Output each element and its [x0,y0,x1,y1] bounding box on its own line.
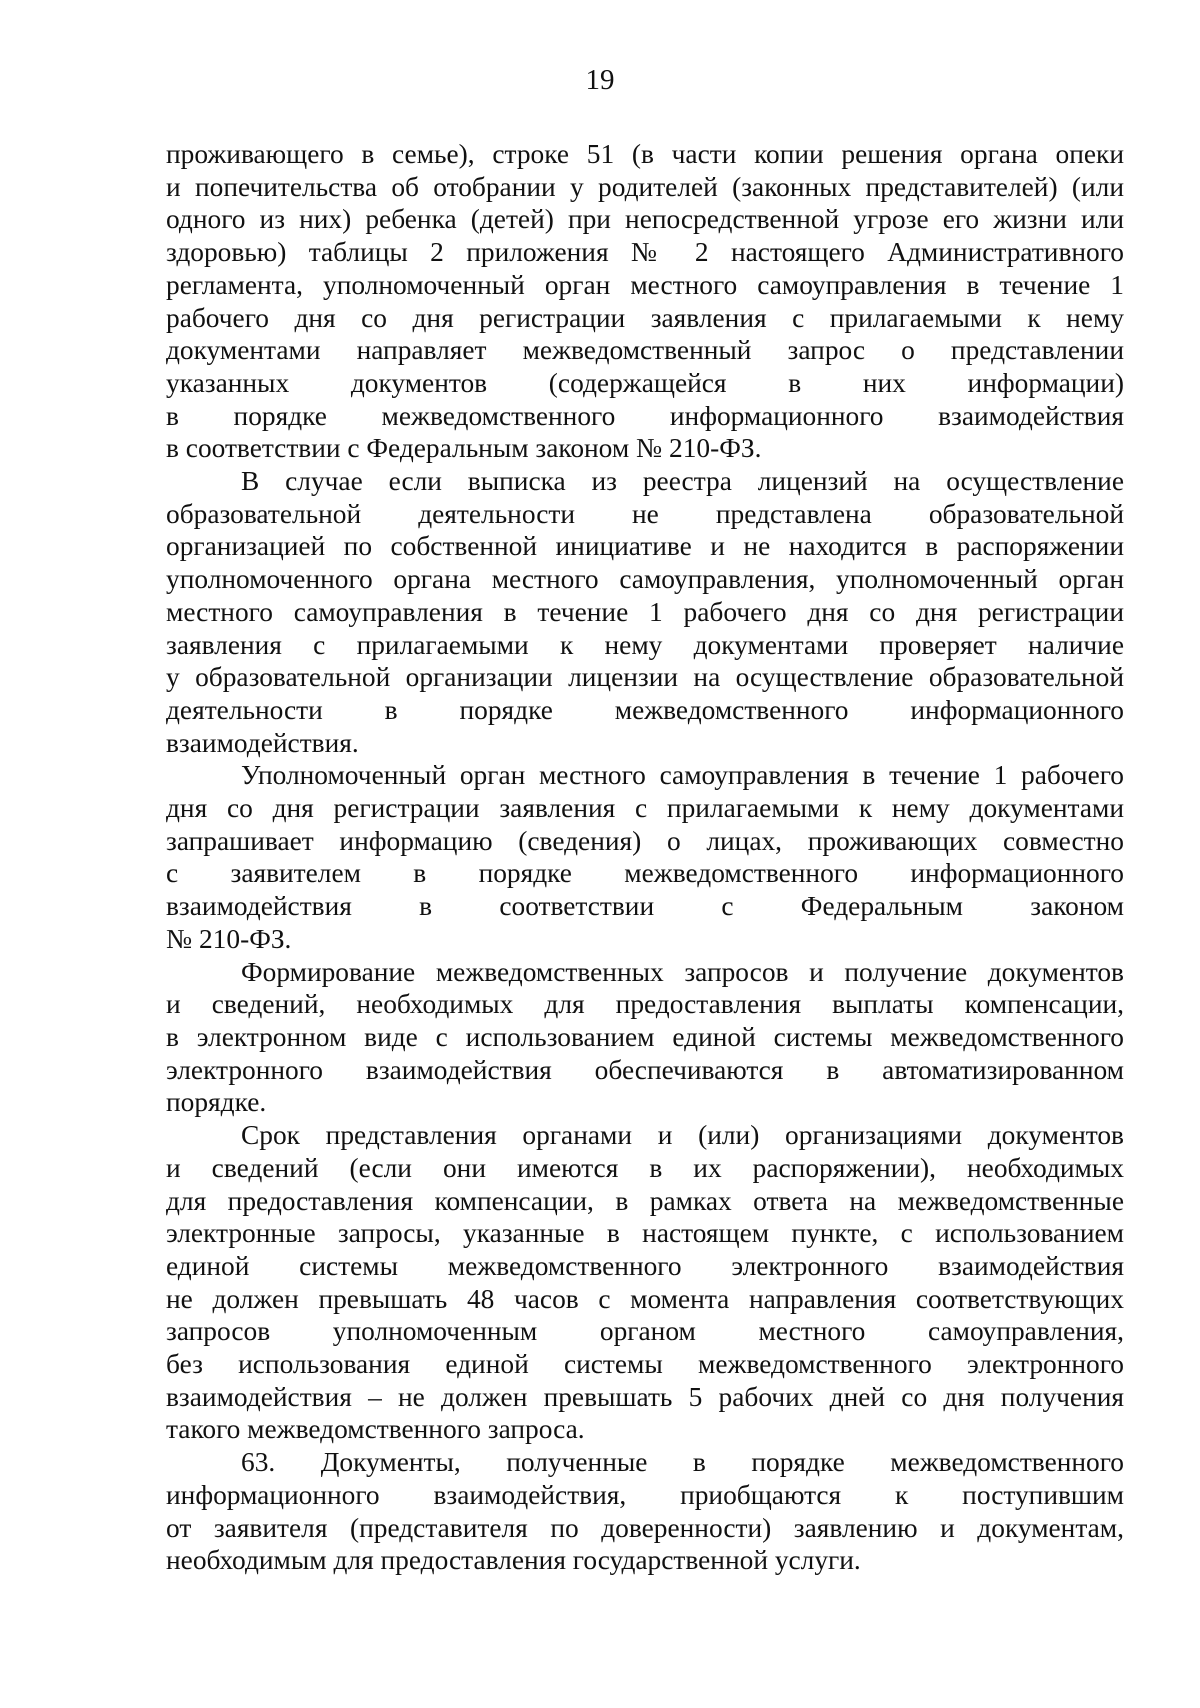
text-line: единой системы межведомственного электронного взаимодействия [166,1250,1124,1281]
text-line: запрашивает информацию (сведения) о лицах, проживающих совместно [166,825,1124,856]
paragraph [166,138,1124,465]
text-line: 63. Документы, полученные в порядке межведомственного [241,1447,1124,1478]
text-line: информационного взаимодействия, приобщаются к поступившим [166,1479,1124,1510]
text-line: организацией по собственной инициативе и не находится в распоряжении [166,531,1124,562]
text-line: с заявителем в порядке межведомственного информационного [166,858,1124,889]
text-line: в электронном виде с использованием единой системы межведомственного [166,1021,1124,1052]
text-line: в порядке межведомственного информационного взаимодействия [166,400,1124,431]
text-line: Уполномоченный орган местного самоуправления в течение 1 рабочего [241,760,1124,791]
text-line: одного из них) ребенка (детей) при непосредственной угрозе его жизни или [166,204,1124,235]
text-line: и попечительства об отобрании у родителей (законных представителей) (или [166,171,1124,202]
text-line: порядке. [166,1087,267,1118]
paragraph [166,1119,1124,1446]
page-number: 19 [585,64,615,96]
text-line: Срок представления органами и (или) организациями документов [241,1120,1124,1151]
text-line: не должен превышать 48 часов с момента направления соответствующих [166,1283,1124,1314]
text-line: проживающего в семье), строке 51 (в части копии решения органа опеки [166,139,1124,169]
text-line: регламента, уполномоченный орган местного самоуправления в течение 1 [166,269,1124,300]
text-line: без использования единой системы межведомственного электронного [166,1349,1124,1380]
text-line: местного самоуправления в течение 1 рабочего дня со дня регистрации [166,596,1124,627]
text-line: образовательной деятельности не представлена образовательной [166,498,1124,529]
text-line: такого межведомственного запроса. [166,1414,585,1445]
text-line: у образовательной организации лицензии на осуществление образовательной [166,662,1124,693]
text-line: здоровью) таблицы 2 приложения № 2 настоящего Административного [166,237,1124,268]
text-line: и сведений, необходимых для предоставления выплаты компенсации, [166,989,1124,1020]
text-line: электронного взаимодействия обеспечиваются в автоматизированном [166,1054,1124,1085]
text-line: для предоставления компенсации, в рамках ответа на межведомственные [166,1185,1124,1216]
text-line: запросов уполномоченным органом местного самоуправления, [166,1316,1124,1347]
text-line: взаимодействия – не должен превышать 5 рабочих дней со дня получения [166,1381,1124,1412]
text-line: необходимым для предоставления государственной услуги. [166,1545,861,1576]
text-line: уполномоченного органа местного самоуправления, уполномоченный орган [166,564,1124,595]
text-line: дня со дня регистрации заявления с прилагаемыми к нему документами [166,793,1124,824]
paragraph [166,1446,1124,1577]
paragraph [166,465,1124,759]
text-line: рабочего дня со дня регистрации заявления с прилагаемыми к нему [166,302,1124,333]
text-line: № 210-ФЗ. [166,923,292,954]
text-line: взаимодействия в соответствии с Федеральным законом [166,891,1124,922]
document-body [166,138,1124,1577]
text-line: электронные запросы, указанные в настоящем пункте, с использованием [166,1218,1124,1249]
text-line: Формирование межведомственных запросов и получение документов [241,956,1124,987]
text-line: деятельности в порядке межведомственного информационного [166,694,1124,725]
text-line: В случае если выписка из реестра лицензий на осуществление [241,466,1124,497]
text-line: и сведений (если они имеются в их распоряжении), необходимых [166,1152,1124,1183]
text-line: заявления с прилагаемыми к нему документами проверяет наличие [166,629,1124,660]
text-line: указанных документов (содержащейся в них информации) [166,367,1124,398]
text-line: от заявителя (представителя по доверенности) заявлению и документам, [166,1512,1124,1543]
paragraph [166,759,1124,955]
text-line: взаимодействия. [166,727,359,758]
text-line: документами направляет межведомственный запрос о представлении [166,335,1124,366]
text-line: в соответствии с Федеральным законом № 210-ФЗ. [166,433,762,464]
paragraph [166,956,1124,1120]
